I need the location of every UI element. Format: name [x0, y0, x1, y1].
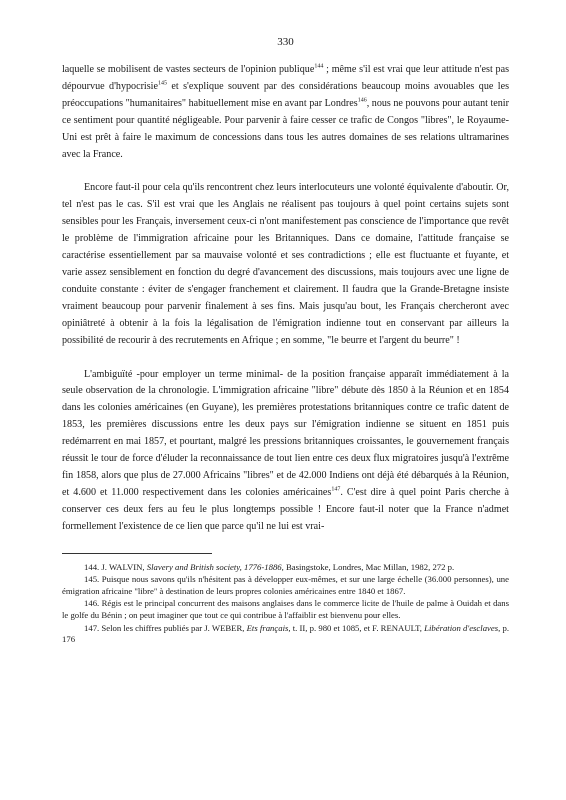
footnote-separator — [62, 553, 212, 554]
italic-text: Slavery and British society, 1776-1886 — [146, 561, 282, 572]
paragraph — [62, 367, 509, 536]
text-run: , t. II, p. 980 et 1085, et F. RENAULT, — [288, 622, 425, 633]
text-run: , Basingstoke, Londres, Mac Millan, 1982, 272 p. — [281, 561, 455, 572]
text-run: Encore faut-il pour cela qu'ils rencontrent chez leurs interlocuteurs une volonté équivalente d'aboutir. Or, tel n'est pas le cas. S'il est vrai que les Anglais ne réalisent pas toujours à quel point certains sujets sont sensibles pour les Français, inversement ceux-ci n'ont manifestement pas conscience de l'importance que revêt le problème de l'immigration africaine pour les Britanniques. Dans ce domaine, l'attitude française se caractérise essentiellement par sa mauvaise volonté et ses contradictions ; elle est fluctuante et fuyante, et varie assez sensiblement en fonction du degré d'avancement des discussions, mais toujours avec une ligne de conduite constante : éviter de s'engager franchement et clairement. Il faudra que la Grande-Bretagne insiste vraiment beaucoup pour parvenir finalement à ses fins. Mais jusqu'au bout, les Français chercheront avec opiniâtreté à obtenir à la fois la légalisation de l'émigration indienne tout en conservant par ailleurs la possibilité de recourir à des recrutements en Afrique ; en somme, "le beurre et l'argent du beurre" ! — [62, 182, 509, 346]
footnote-145 — [62, 574, 509, 597]
text-run: laquelle se mobilisent de vastes secteurs de l'opinion publique — [62, 64, 315, 75]
italic-text: Libération d'esclaves — [424, 622, 499, 633]
text-run: . C'est dire à quel point Paris cherche à conserver ces deux fers au feu le plus longtemps possible ! Encore faut-il noter que la France n'admet formellement l'existence de ce lien que parce qu'il ne lui est vrai- — [62, 486, 509, 532]
italic-text: Ets français — [246, 622, 289, 633]
text-run: L'ambiguïté -pour employer un terme minimal- de la position française apparaît immédiatement à la seule observation de la chronologie. L'immigration africaine "libre" débute dès 1850 à la Réunion et en 1854 dans les colonies américaines (en Guyane), les premières protestations britanniques contre ce trafic datent de 1853, les premières discussions entre les deux pays sur l'émigration indienne se situent en 1851 puis redémarrent en mai 1857, et pourtant, malgré les pressions britanniques croissantes, le gouvernement français réussit le tour de force d'éluder la reconnaissance de tout lien entre ces deux flux migratoires jusqu'à l'extrême fin 1858, alors que plus de 27.000 Africains "libres" et de 42.000 Indiens ont déjà été débarqués à la Réunion, et 4.600 et 11.000 respectivement dans les colonies américaines — [62, 368, 509, 498]
footnote-144 — [62, 562, 509, 574]
text-run: 146. Régis est le principal concurrent des maisons anglaises dans le commerce licite de l'huile de palme à Ouidah et dans le golfe du Bénin ; on peut imaginer que tout ce qui contribue à l'affaiblir est bienvenu pour elles. — [62, 598, 509, 620]
text-run: et s'explique souvent par des considérations beaucoup moins avouables que les préoccupations "humanitaires" habituellement mise en avant par Londres — [62, 80, 510, 109]
footnotes — [62, 562, 509, 646]
paragraph — [62, 62, 509, 163]
page-number: 330 — [277, 36, 294, 48]
footnote-ref: 144 — [314, 63, 324, 70]
text-run: ; même s'il est vrai que leur attitude n'est pas dépourvue d'hypocrisie — [62, 64, 509, 92]
footnote-ref: 147 — [331, 486, 341, 493]
text-run: 144. J. WALVIN, — [84, 561, 147, 572]
text-run: , p. 176 — [62, 622, 510, 645]
paragraph — [62, 180, 509, 349]
book-page — [62, 36, 509, 647]
text-run: 147. Selon les chiffres publiés par J. WEBER, — [84, 622, 247, 633]
text-run: , nous ne pouvons pour autant tenir ce sentiment pour quantité négligeable. Pour parvenir à faire cesser ce trafic de Congos "libres", le Royaume-Uni est prêt à faire le maximum de concessions dans tous les autres domaines de ses relations ultramarines avec la France. — [62, 97, 509, 160]
footnote-146 — [62, 598, 509, 621]
footnote-147 — [62, 623, 509, 646]
footnote-ref: 145 — [157, 80, 167, 87]
body-text — [62, 62, 509, 536]
text-run: 145. Puisque nous savons qu'ils n'hésitent pas à développer eux-mêmes, et sur une large échelle (36.000 personnes), une émigration africaine "libre" à destination de leurs propres colonies américaines entre 1840 et 1867. — [62, 574, 509, 596]
footnote-ref: 146 — [357, 97, 367, 104]
